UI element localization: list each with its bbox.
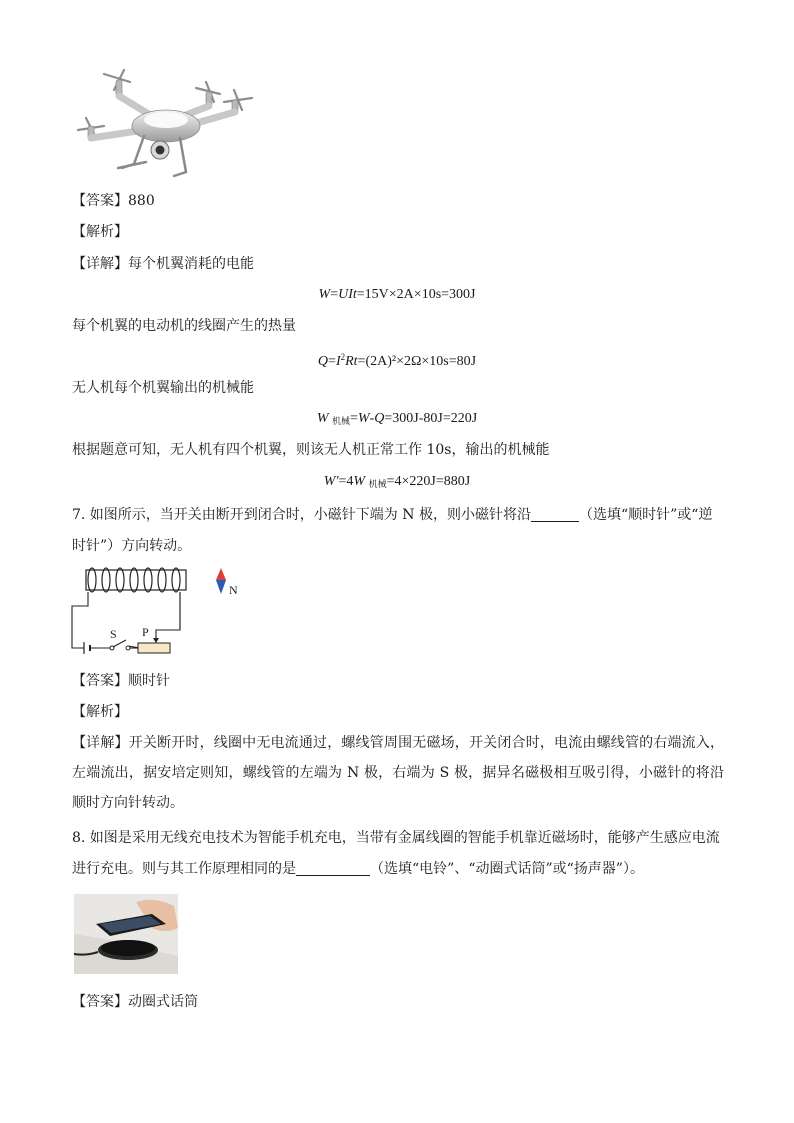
q6-detail-intro: [72, 254, 254, 274]
needle-n-label: N: [229, 583, 238, 597]
q7-answer: 【答案】顺时针: [72, 673, 170, 689]
equation-mechanical: W $_{机械}$=W-Q=300J-80J=220J: [316, 411, 478, 426]
q6-analysis-heading: 【解析】: [72, 224, 128, 240]
q7-detail-text: 开关断开时，线圈中无电流通过，螺线管周围无磁场，开关闭合时，电流由螺线管的右端流入，左端流出，据安培定则知，螺线管的左端为 N 极，右端为 S 极，据异名磁极相互吸引得，小磁针的将沿顺时方向针转动。: [72, 735, 725, 811]
q8-answer: 【答案】动圈式话筒: [72, 994, 198, 1010]
q8-answer-value: 动圈式话筒: [128, 994, 198, 1010]
compass-needle: [216, 568, 226, 594]
q7-answer-blank: [531, 507, 579, 522]
q8-answer-blank: [296, 861, 370, 876]
equation-electric-energy: W=UIt=15V×2A×10s=300J: [318, 287, 476, 302]
wireless-charging-photo: [74, 894, 178, 974]
drone-figure: [74, 68, 254, 183]
phone-on-charger-image: [74, 894, 178, 974]
q6-detail-text: 每个机翼消耗的电能: [128, 256, 254, 272]
q6-answer-value: 880: [128, 193, 155, 209]
switch-label: S: [110, 627, 117, 641]
q7-answer-value: 顺时针: [128, 673, 170, 689]
q8-stem-line2: 进行充电。则与其工作原理相同的是 （选填“电铃”、“动圈式话筒”或“扬声器”）。: [72, 861, 644, 877]
q6-text-total: 根据题意可知，无人机有四个机翼，则该无人机正常工作 10s，输出的机械能: [72, 442, 550, 458]
solenoid-core: [86, 570, 186, 590]
q6-text-heat: 每个机翼的电动机的线圈产生的热量: [72, 318, 296, 334]
answer-bracket: 【答案】: [72, 193, 128, 209]
q6-text-mechanical: 无人机每个机翼输出的机械能: [72, 380, 254, 396]
rheostat: [138, 643, 170, 653]
q7-stem-line1: 7. 如图所示，当开关由断开到闭合时，小磁针下端为 N 极，则小磁针将沿 （选填“顺时针”或“逆: [72, 507, 713, 523]
q7-stem-line2: 时针”）方向转动。: [72, 538, 192, 554]
equation-heat: $Q=I^2Rt=(2A)^2\times 2\Omega\times 10s=80J$: [317, 352, 477, 369]
q8-stem-line1: 8. 如图是采用无线充电技术为智能手机充电，当带有金属线圈的智能手机靠近磁场时，能够产生感应电流: [72, 830, 720, 846]
solenoid-circuit-figure: [70, 566, 250, 658]
q7-detail: 【详解】开关断开时，线圈中无电流通过，螺线管周围无磁场，开关闭合时，电流由螺线管的右端流入，左端流出，据安培定则知，螺线管的左端为 N 极，右端为 S 极，据异名磁极相互吸引得，小磁针的将沿顺时方向针转动。: [72, 735, 725, 811]
q6-answer: [72, 191, 155, 211]
equation-total: W′=4W $_{机械}$=4×220J=880J: [323, 474, 471, 489]
q7-analysis-heading: 【解析】: [72, 704, 128, 720]
detail-bracket: 【详解】: [72, 256, 128, 272]
slider-label: P: [142, 625, 149, 639]
